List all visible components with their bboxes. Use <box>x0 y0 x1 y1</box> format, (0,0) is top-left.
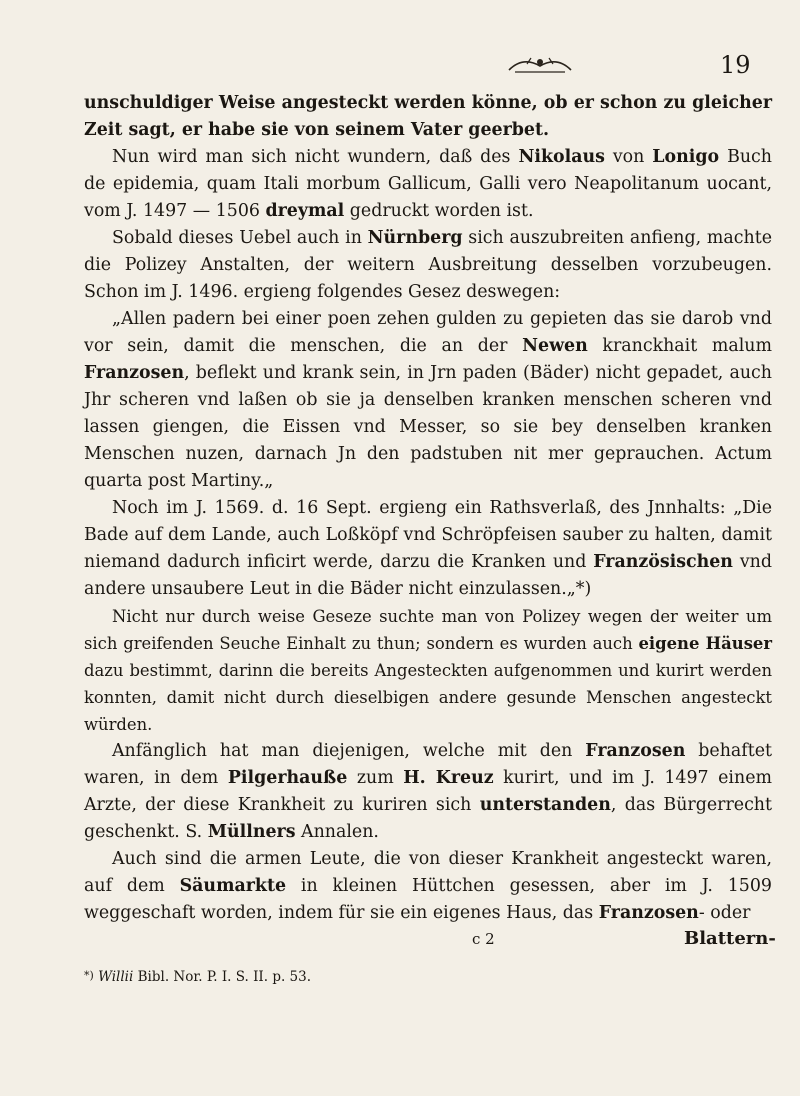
emphasis-text: Französischen <box>593 552 733 572</box>
text-run: vnd andere unsaubere Leut in die Bäder nicht einzulassen.„*) <box>84 552 772 599</box>
emphasis-text: Newen <box>522 336 588 356</box>
footnote-author: Willii <box>98 969 134 985</box>
text-run: dazu bestimmt, darinn die bereits Angesteckten aufgenommen und kurirt werden konnten, damit nicht durch dieselbigen andere gesunde Menschen angesteckt würden. <box>84 661 772 734</box>
text-run: gedruckt worden ist. <box>344 201 534 221</box>
text-run: , beflekt und krank sein, in Jrn paden (Bäder) nicht gepadet, auch Jhr scheren vnd laßen ob sie ja denselben kranken menschen scheren vnd lassen giengen, die Eissen vnd Messer, so sie bey denselben kranken Menschen nuzen, darnach Jn den padstuben nit mer geprauchen. Actum quarta post Martiny.„ <box>84 363 772 491</box>
text-run: , das Bürgerrecht geschenkt. S. <box>84 795 773 842</box>
emphasis-text: unschuldiger Weise angesteckt werden könne, ob er schon zu gleicher Zeit sagt, er habe sie von seinem Vater geerbet. <box>84 93 772 140</box>
text-run: Sobald dieses Uebel auch in <box>112 228 368 248</box>
footnote <box>84 968 644 985</box>
signature-mark: c 2 <box>472 930 495 948</box>
emphasis-text: unterstanden <box>479 795 611 815</box>
emphasis-text: Franzosen <box>585 741 686 761</box>
emphasis-text: H. Kreuz <box>403 768 494 788</box>
text-run: Auch sind die armen Leute, die von dieser Krankheit angesteckt waren, auf dem <box>84 849 772 896</box>
page-number: 19 <box>720 51 751 79</box>
paragraph <box>84 846 772 927</box>
emphasis-text: Nürnberg <box>367 228 463 248</box>
footnote-text: Bibl. Nor. P. I. S. II. p. 53. <box>133 969 312 985</box>
body-text <box>84 90 772 927</box>
text-run: zum <box>347 768 404 788</box>
text-run: „Allen padern bei einer poen zehen gulden zu gepieten das sie darob vnd vor sein, damit die menschen, die an der <box>84 309 772 356</box>
paragraph <box>84 306 772 495</box>
emphasis-text: dreymal <box>265 201 345 221</box>
footnote-mark: *) <box>84 969 94 982</box>
emphasis-text: Nikolaus <box>518 147 605 167</box>
text-run: von <box>604 147 653 167</box>
emphasis-text: Säumarkte <box>179 876 287 896</box>
emphasis-text: Franzosen <box>84 363 185 383</box>
catchword: Blattern- <box>684 928 776 949</box>
text-run: in kleinen Hüttchen gesessen, aber im J. 1509 weggeschaft worden, indem für sie ein eigenes Haus, das <box>84 876 772 923</box>
text-run: Nun wird man sich nicht wundern, daß des <box>112 147 519 167</box>
text-run: sich auszubreiten anfieng, machte die Polizey Anstalten, der weitern Ausbreitung desselben vorzubeugen. Schon im J. 1496. ergieng folgendes Gesez deswegen: <box>84 228 772 302</box>
emphasis-text: Franzosen <box>598 903 699 923</box>
printer-ornament-icon <box>505 52 575 78</box>
paragraph <box>84 738 772 846</box>
text-run: Annalen. <box>295 822 379 842</box>
paragraph <box>84 225 772 306</box>
emphasis-text: eigene Häuser <box>638 634 773 653</box>
text-run: kranckhait malum <box>587 336 773 356</box>
paragraph <box>84 144 772 225</box>
paragraph <box>84 90 772 144</box>
paragraph <box>84 495 772 603</box>
text-run: Noch im J. 1569. d. 16 Sept. ergieng ein Rathsverlaß, des Jnnhalts: „Die Bade auf dem Lande, auch Loßköpf vnd Schröpfeisen sauber zu halten, damit niemand dadurch inficirt werde, darzu die Kranken und <box>84 498 772 572</box>
text-run: Buch de epidemia, quam Itali morbum Gallicum, Galli vero Neapolitanum uocant, vom J. 1497 — 1506 <box>84 147 772 221</box>
emphasis-text: Müllners <box>207 822 296 842</box>
emphasis-text: Lonigo <box>652 147 720 167</box>
text-run: - oder <box>698 903 751 923</box>
text-run: kurirt, und im J. 1497 einem Arzte, der diese Krankheit zu kuriren sich <box>84 768 772 815</box>
emphasis-text: Pilgerhauße <box>227 768 348 788</box>
text-run: Nicht nur durch weise Geseze suchte man von Polizey wegen der weiter um sich greifenden Seuche Einhalt zu thun; sondern es wurden auch <box>84 607 772 653</box>
paragraph <box>84 603 772 738</box>
text-run: Anfänglich hat man diejenigen, welche mit den <box>112 741 586 761</box>
text-run: behaftet waren, in dem <box>84 741 772 788</box>
